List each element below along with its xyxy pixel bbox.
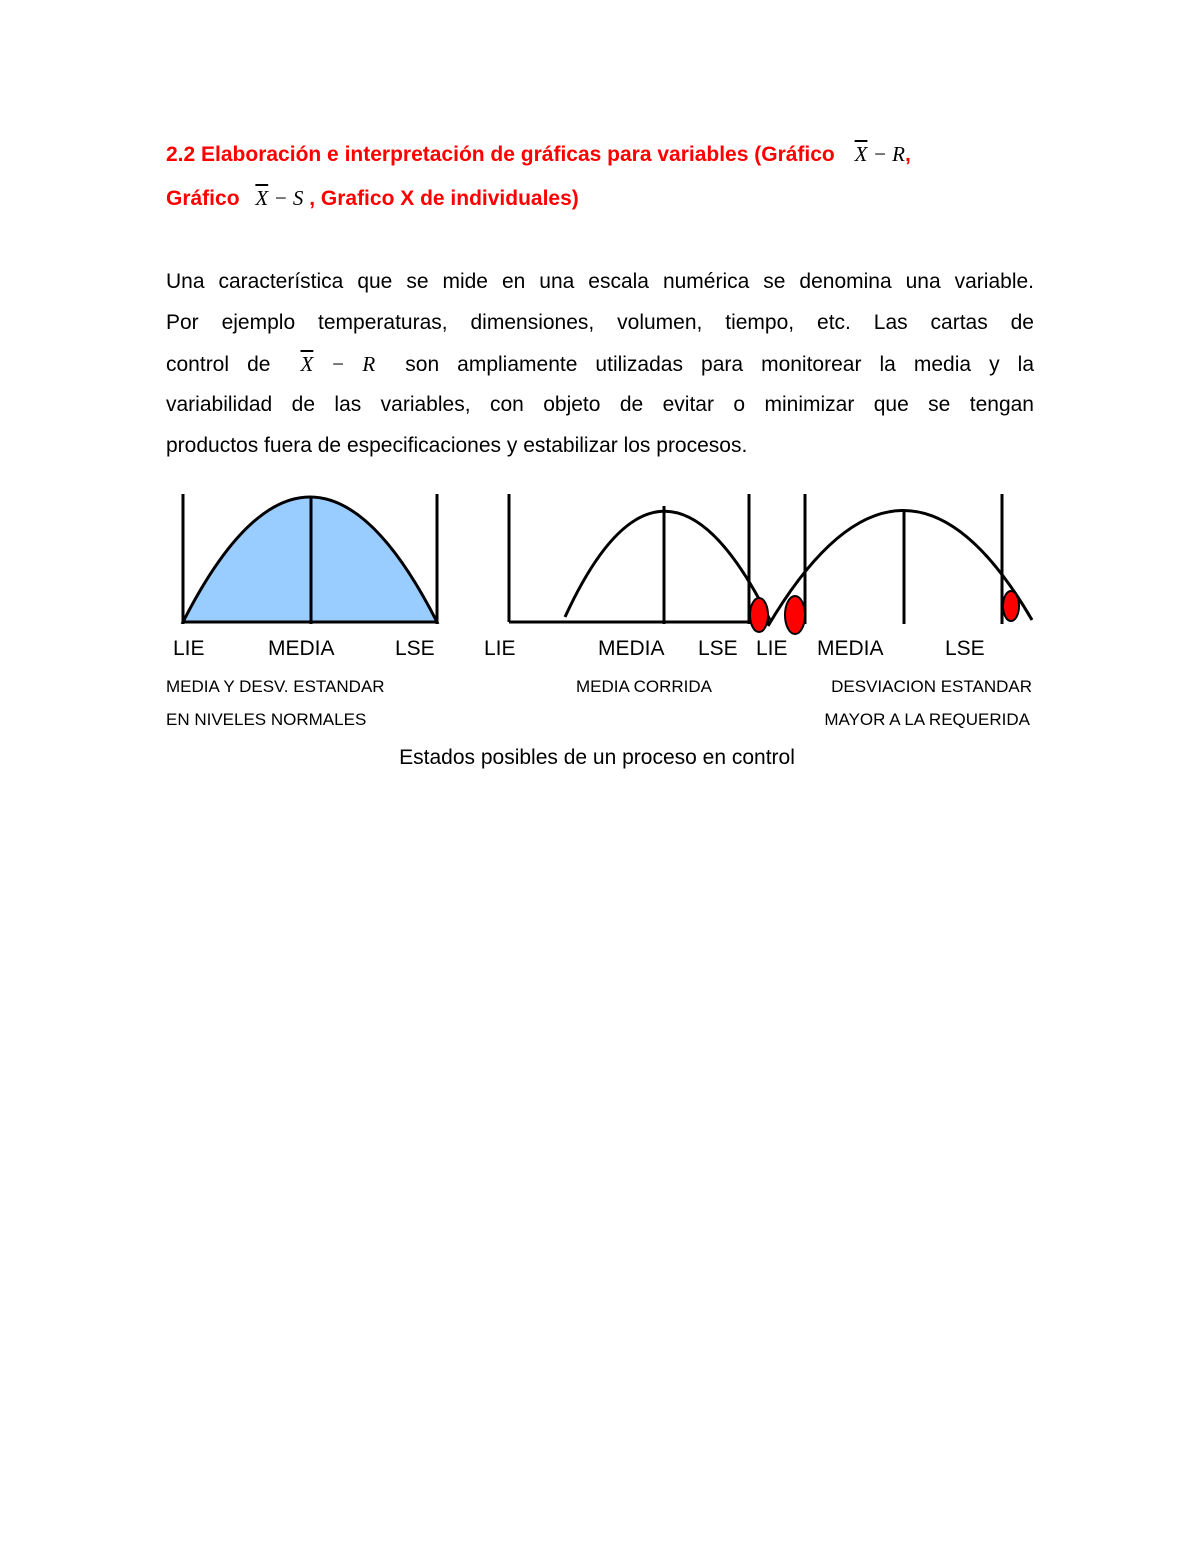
panel-normal (166, 494, 437, 729)
heading-text: 2.2 Elaboración e interpretación de gráficas para variables (Gráfico (166, 143, 835, 166)
label-media: MEDIA (817, 637, 884, 660)
heading-math-xbar-r: $\overline{X} - R$ (854, 142, 905, 166)
out-of-spec-marker (1003, 591, 1019, 621)
label-lie: LIE (173, 637, 205, 660)
section-heading-line-2: Gráfico $\overline{X} - S$ , Grafico X de individuales) (166, 186, 579, 210)
label-lse: LSE (698, 637, 738, 660)
out-of-spec-marker (785, 596, 805, 634)
label-lie: LIE (484, 637, 516, 660)
label-lie: LIE (756, 637, 788, 660)
panel-caption: DESVIACION ESTANDAR (831, 677, 1032, 696)
panel-caption: EN NIVELES NORMALES (166, 710, 367, 729)
heading-math-xbar-s: $\overline{X} - S$ (255, 186, 304, 210)
shifted-mean-curve (565, 511, 770, 620)
label-lse: LSE (395, 637, 435, 660)
paragraph-line: control de $\overline{X} - R$ son ampliamente utilizadas para monitorear la media y la (166, 351, 1034, 376)
panel-shifted-and-wide (484, 494, 1032, 729)
paragraph-math-xbar-r: $\overline{X} - R$ (300, 351, 376, 376)
out-of-spec-marker (750, 598, 768, 632)
paragraph-line: Por ejemplo temperaturas, dimensiones, volumen, tiempo, etc. Las cartas de (166, 310, 1034, 334)
panel-caption: MEDIA CORRIDA (576, 677, 713, 696)
panel-caption: MEDIA Y DESV. ESTANDAR (166, 677, 385, 696)
section-heading-line-1: 2.2 Elaboración e interpretación de gráficas para variables (Gráfico $\overline{X} - R$, (166, 142, 911, 166)
wide-spread-curve (768, 510, 1032, 626)
paragraph-line: productos fuera de especificaciones y estabilizar los procesos. (166, 434, 748, 458)
label-lse: LSE (945, 637, 985, 660)
paragraph-line: variabilidad de las variables, con objeto de evitar o minimizar que se tengan (166, 393, 1034, 417)
figure-caption: Estados posibles de un proceso en control (399, 746, 795, 769)
label-media: MEDIA (268, 637, 335, 660)
paragraph-line: Una característica que se mide en una escala numérica se denomina una variable. (166, 270, 1034, 293)
panel-caption: MAYOR A LA REQUERIDA (824, 710, 1030, 729)
label-media: MEDIA (598, 637, 665, 660)
